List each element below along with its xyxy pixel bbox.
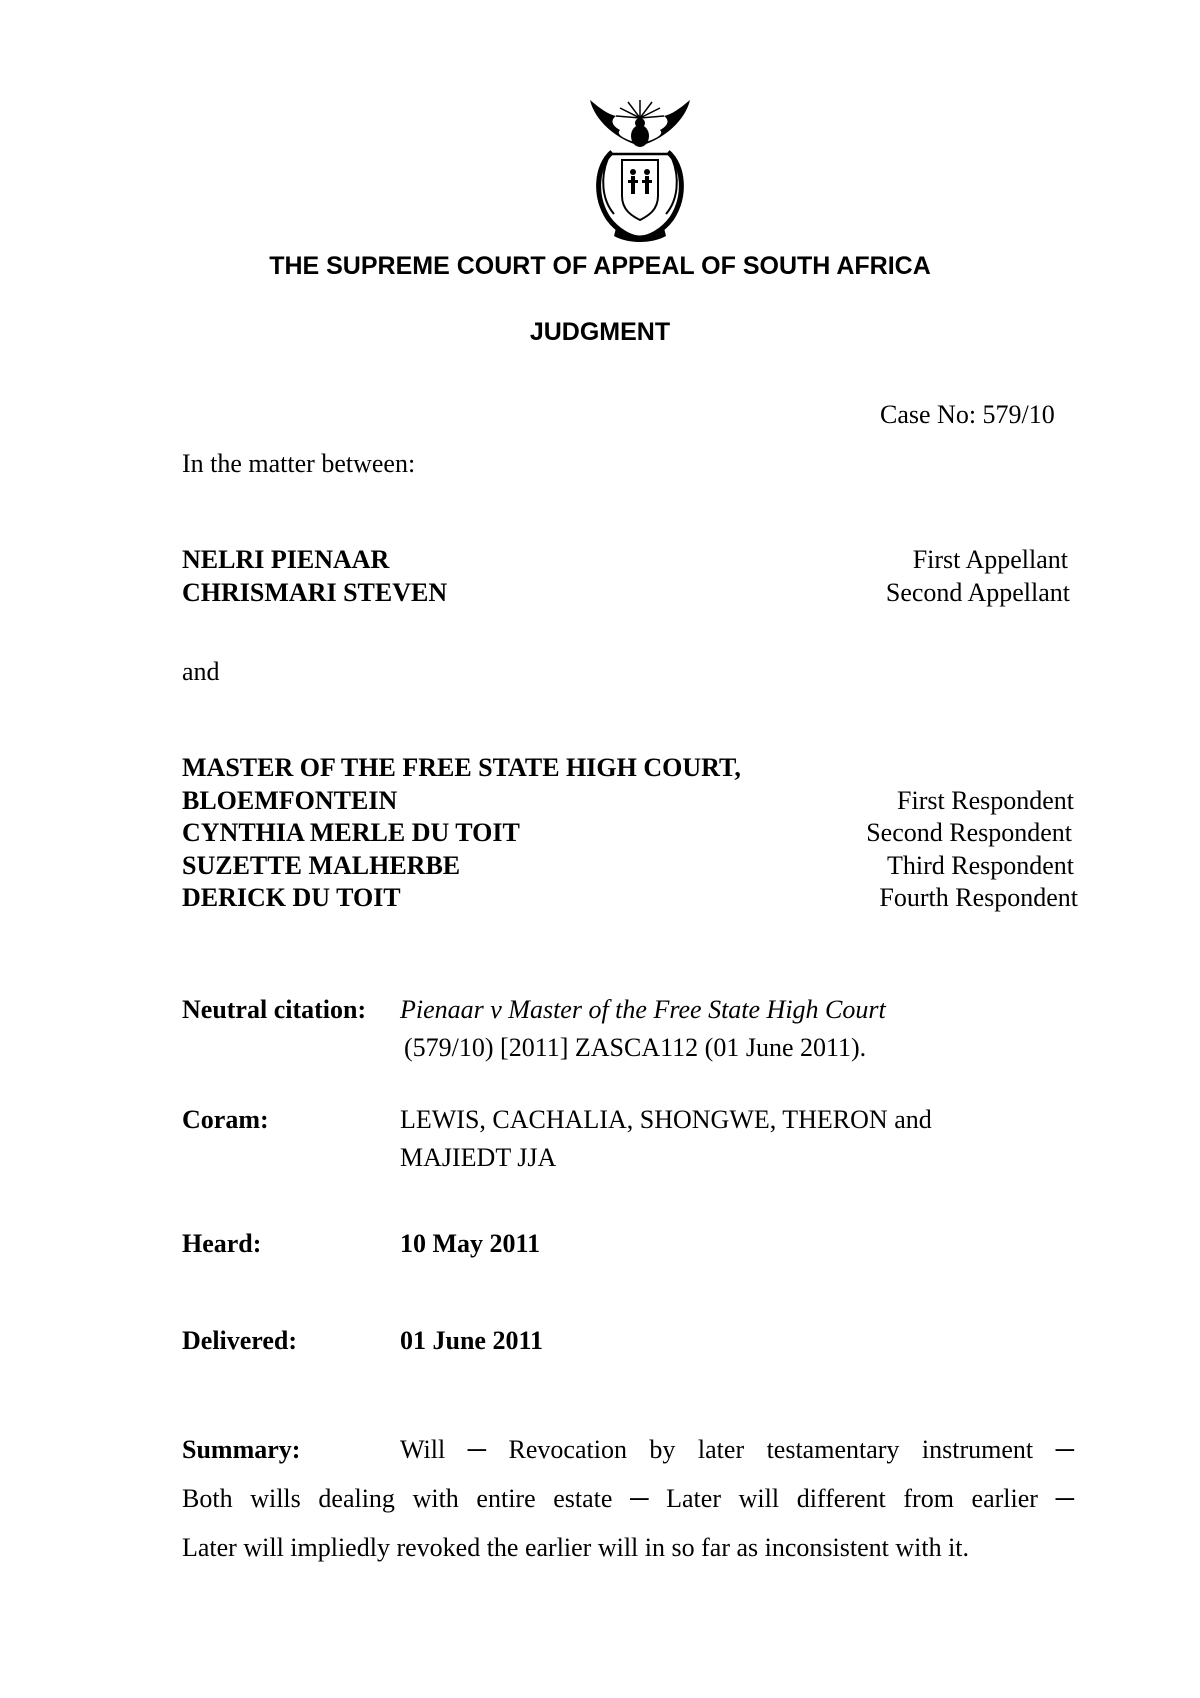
summary-text: Will ─ Revocation by later testamentary instrument ─ bbox=[400, 1435, 1074, 1464]
appellant-name: CHRISMARI STEVEN bbox=[182, 578, 448, 607]
respondent-name: SUZETTE MALHERBE bbox=[182, 851, 461, 880]
citation-case-name: Pienaar v Master of the Free State High Court bbox=[400, 995, 886, 1024]
citation-reference: (579/10) [2011] ZASCA112 (01 June 2011). bbox=[404, 1033, 867, 1062]
delivered-date: 01 June 2011 bbox=[400, 1326, 544, 1355]
heard-label: Heard: bbox=[182, 1229, 262, 1258]
respondent-role: Second Respondent bbox=[866, 818, 1072, 847]
summary-label: Summary: bbox=[182, 1435, 301, 1464]
court-name-heading: THE SUPREME COURT OF APPEAL OF SOUTH AFRICA bbox=[269, 252, 931, 280]
summary-paragraph bbox=[182, 1425, 1074, 1572]
coram-label: Coram: bbox=[182, 1105, 269, 1134]
case-number: Case No: 579/10 bbox=[880, 400, 1055, 429]
summary-line: Both wills dealing with entire estate ─ Later will different from earlier ─ bbox=[182, 1484, 1074, 1513]
judgment-title: JUDGMENT bbox=[529, 318, 671, 346]
coram-judges: MAJIEDT JJA bbox=[400, 1143, 557, 1172]
respondent-role: First Respondent bbox=[897, 786, 1074, 815]
respondent-name: CYNTHIA MERLE DU TOIT bbox=[182, 818, 520, 847]
summary-line: Later will impliedly revoked the earlier will in so far as inconsistent with it. bbox=[182, 1533, 970, 1562]
respondent-name: BLOEMFONTEIN bbox=[182, 786, 398, 815]
appellant-role: First Appellant bbox=[912, 545, 1068, 574]
matter-intro: In the matter between: bbox=[182, 449, 416, 478]
appellant-role: Second Appellant bbox=[885, 578, 1070, 607]
delivered-label: Delivered: bbox=[182, 1326, 298, 1355]
respondent-name: DERICK DU TOIT bbox=[182, 883, 401, 912]
coram-judges: LEWIS, CACHALIA, SHONGWE, THERON and bbox=[400, 1105, 932, 1134]
conjunction-and: and bbox=[182, 657, 220, 686]
coat-of-arms-icon bbox=[582, 96, 698, 246]
appellant-name: NELRI PIENAAR bbox=[182, 545, 390, 574]
summary-line bbox=[182, 1425, 1074, 1474]
respondent-name: MASTER OF THE FREE STATE HIGH COURT, bbox=[182, 753, 741, 782]
respondent-role: Third Respondent bbox=[886, 851, 1074, 880]
respondent-role: Fourth Respondent bbox=[879, 883, 1078, 912]
citation-label: Neutral citation: bbox=[182, 995, 367, 1024]
heard-date: 10 May 2011 bbox=[400, 1229, 541, 1258]
